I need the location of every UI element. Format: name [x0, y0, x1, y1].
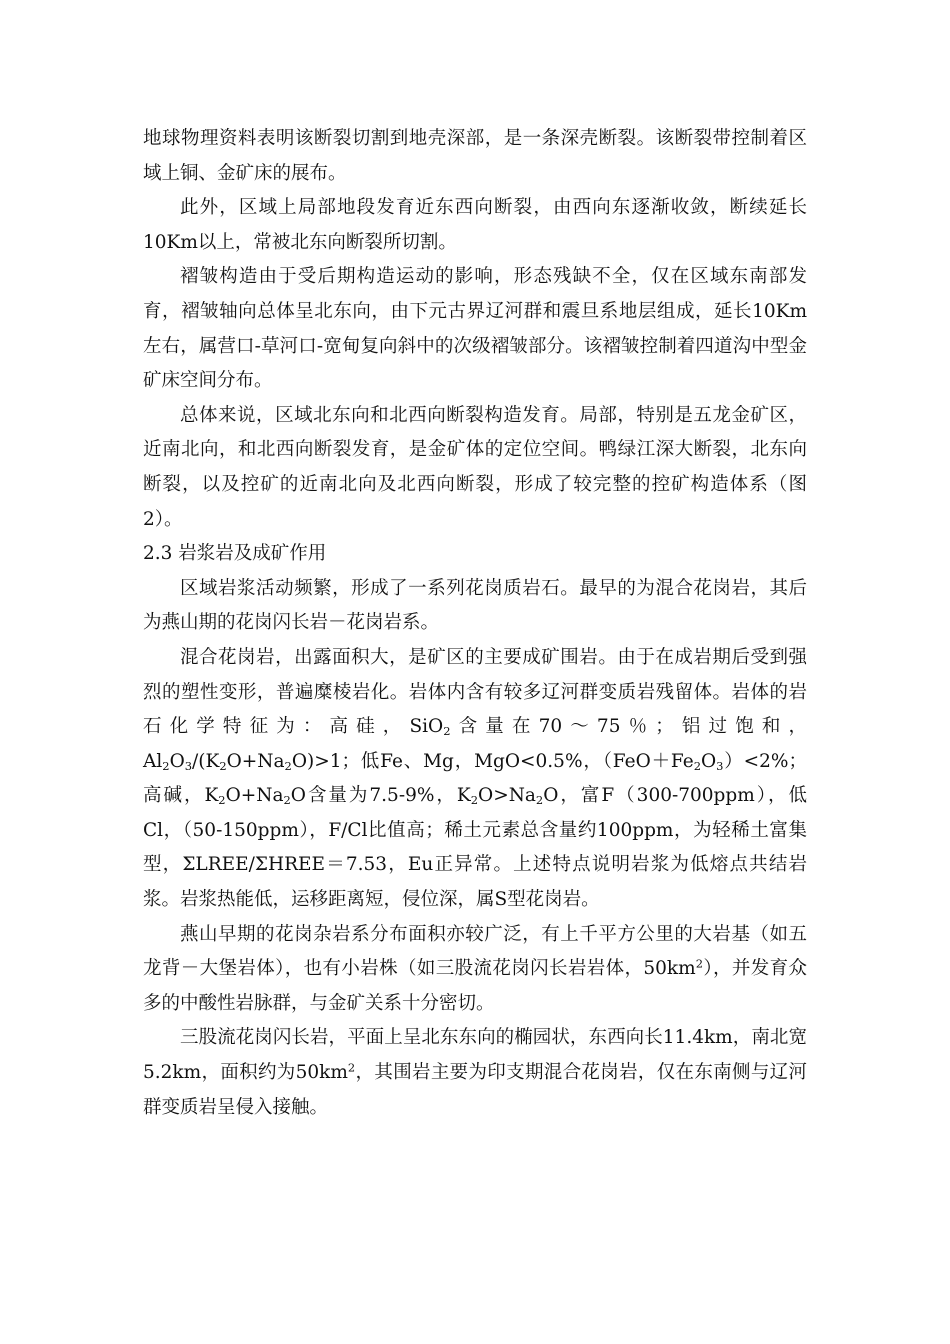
- text-run: 燕山早期的花岗杂岩系分布面积亦较广泛，有上千平方公里的大岩基（如五龙背－大堡岩体），也有小岩株（如三股流花岗闪长岩岩体，50km: [143, 923, 807, 980]
- paragraph-7: [143, 918, 807, 1022]
- text-run: O: [700, 750, 717, 772]
- paragraph-8: [143, 1021, 807, 1125]
- section-heading: 2.3 岩浆岩及成矿作用: [143, 543, 327, 565]
- text-run: ），并发育众多的中酸性岩脉群，与金矿关系十分密切。: [143, 958, 807, 1014]
- superscript: 2: [347, 1060, 356, 1075]
- document-body: [143, 122, 807, 1125]
- text-run: O: [169, 750, 185, 772]
- paragraph-3: 褶皱构造由于受后期构造运动的影响，形态残缺不全，仅在区域东南部发育，褶皱轴向总体呈北东向，由下元古界辽河群和震旦系地层组成，延长10Km左右，属营口-草河口-宽甸复向斜中的次级褶皱部分。该褶皱控制着四道沟中型金矿床空间分布。: [143, 266, 807, 392]
- subscript: 2: [443, 723, 451, 738]
- text-run: 混合花岗岩，出露面积大，是矿区的主要成矿围岩。由于在成岩期后受到强烈的塑性变形，普遍糜棱岩化。岩体内含有较多辽河群变质岩残留体。岩体的岩石化学特征为：高硅，SiO: [143, 646, 807, 738]
- subscript: 3: [184, 758, 193, 773]
- paragraph-2: 此外，区域上局部地段发育近东西向断裂，由西向东逐渐收敛，断续延长10Km以上，常被北东向断裂所切割。: [143, 197, 807, 253]
- subscript: 2: [284, 758, 292, 773]
- text-run: ，其围岩主要为印支期混合花岗岩，仅在东南侧与辽河群变质岩呈侵入接触。: [143, 1062, 807, 1118]
- paragraph-6: [143, 641, 807, 918]
- text-run: 三股流花岗闪长岩，平面上呈北东东向的椭园状，东西向长11.4km，南北宽5.2km，面积约为50km: [143, 1027, 807, 1084]
- text-run: O>Na: [478, 785, 536, 807]
- subscript: 2: [283, 793, 291, 808]
- subscript: 2: [162, 758, 170, 773]
- subscript: 2: [693, 758, 701, 773]
- text-run: O+Na: [226, 750, 285, 772]
- text-run: 含量在70～75％；铝过饱和，Al: [143, 716, 807, 772]
- subscript: 3: [716, 758, 724, 773]
- paragraph-4: 总体来说，区域北东向和北西向断裂构造发育。局部，特别是五龙金矿区，近南北向，和北西向断裂发育，是金矿体的定位空间。鸭绿江深大断裂，北东向断裂，以及控矿的近南北向及北西向断裂，形成了较完整的控矿构造体系（图2）。: [143, 404, 807, 530]
- paragraph-5: 区域岩浆活动频繁，形成了一系列花岗质岩石。最早的为混合花岗岩，其后为燕山期的花岗闪长岩－花岗岩系。: [143, 577, 807, 634]
- subscript: 2: [535, 793, 544, 808]
- superscript: 2: [695, 956, 703, 971]
- text-run: O，富F（300-700ppm），低Cl，（50-150ppm），F/Cl比值高；稀土元素总含量约100ppm，为轻稀土富集型，ΣLREE/ΣHREE＝7.53，Eu正异常。上述特点说明岩浆为低熔点共结岩浆。岩浆热能低，运移距离短，侵位深，属S型花岗岩。: [143, 785, 807, 911]
- text-run: O)>1；低Fe、Mg，MgO<0.5%，（FeO＋Fe: [291, 750, 694, 772]
- text-run: O+Na: [225, 785, 284, 807]
- text-run: O含量为7.5-9%，K: [290, 785, 471, 807]
- subscript: 2: [219, 758, 227, 773]
- subscript: 2: [470, 793, 479, 808]
- subscript: 2: [218, 793, 226, 808]
- text-run: /(K: [192, 750, 220, 772]
- text-run: ）<2%；高碱，K: [143, 750, 807, 807]
- paragraph-1: 地球物理资料表明该断裂切割到地壳深部，是一条深壳断裂。该断裂带控制着区域上铜、金矿床的展布。: [143, 128, 807, 184]
